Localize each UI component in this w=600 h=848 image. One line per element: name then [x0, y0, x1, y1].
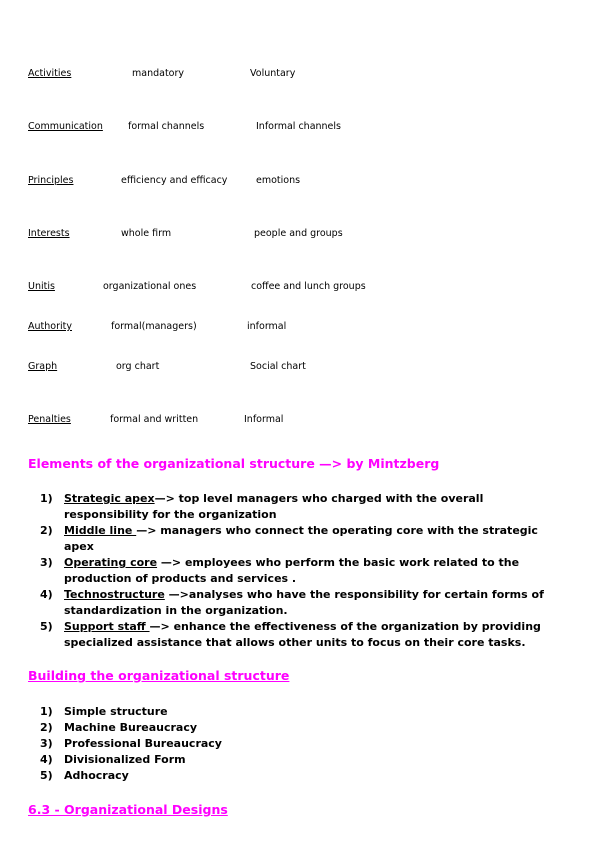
- section-heading: 6.3 - Organizational Designs: [28, 802, 228, 817]
- item-number: 2): [40, 524, 53, 537]
- item-number: 1): [40, 492, 53, 505]
- list-item: [40, 720, 570, 736]
- row-label: Penalties: [28, 414, 71, 425]
- informal-value: Informal channels: [256, 121, 341, 132]
- formal-value: org chart: [116, 361, 160, 372]
- item-text: —> employees who perform the basic work related to the production of products and services .: [64, 556, 520, 585]
- item-text: Professional Bureaucracy: [64, 737, 222, 750]
- informal-value: emotions: [256, 175, 301, 186]
- formal-value: whole firm: [121, 228, 172, 239]
- row-label: Graph: [28, 361, 58, 372]
- informal-value: people and groups: [254, 228, 343, 239]
- list-item: [40, 752, 570, 768]
- row-label: Interests: [28, 228, 70, 239]
- list-item: [40, 523, 570, 555]
- building-list: [40, 704, 570, 784]
- item-number: 3): [40, 556, 53, 569]
- item-text: —> top level managers who charged with the overall responsibility for the organization: [64, 492, 484, 521]
- formal-value: formal channels: [128, 121, 205, 132]
- formal-value: mandatory: [132, 68, 185, 79]
- item-term: Middle line: [64, 524, 137, 537]
- item-text: Machine Bureaucracy: [64, 721, 198, 734]
- item-text: —> managers who connect the operating core with the strategic apex: [64, 524, 538, 553]
- list-item: [40, 768, 570, 784]
- item-text: Divisionalized Form: [64, 753, 186, 766]
- row-label: Communication: [28, 121, 103, 132]
- row-label: Activities: [28, 68, 72, 79]
- item-term: Technostructure: [64, 588, 165, 601]
- item-number: 2): [40, 721, 53, 734]
- item-text: —>analyses who have the responsibility for certain forms of standardization in the organization.: [64, 588, 544, 617]
- item-number: 4): [40, 753, 53, 766]
- row-label: Unitis: [28, 281, 55, 292]
- row-label: Principles: [28, 175, 74, 186]
- informal-value: Voluntary: [250, 68, 296, 79]
- item-number: 3): [40, 737, 53, 750]
- formal-value: formal(managers): [111, 321, 197, 332]
- item-number: 1): [40, 705, 53, 718]
- informal-value: Informal: [244, 414, 284, 425]
- item-term: Operating core: [64, 556, 158, 569]
- formal-value: formal and written: [110, 414, 199, 425]
- list-item: [40, 736, 570, 752]
- item-number: 4): [40, 588, 53, 601]
- informal-value: informal: [247, 321, 287, 332]
- item-text: —> enhance the effectiveness of the organization by providing specialized assistance that allows other units to focus on their core tasks.: [64, 620, 541, 649]
- list-item: [40, 619, 570, 651]
- list-item: [40, 491, 570, 523]
- informal-value: coffee and lunch groups: [251, 281, 366, 292]
- item-number: 5): [40, 620, 53, 633]
- formal-value: efficiency and efficacy: [121, 175, 228, 186]
- row-label: Authority: [28, 321, 72, 332]
- mintzberg-list: [40, 491, 570, 651]
- item-term: Support staff: [64, 620, 150, 633]
- mintzberg-heading: Elements of the organizational structure —> by Mintzberg: [28, 456, 440, 471]
- formal-value: organizational ones: [103, 281, 197, 292]
- list-item: [40, 587, 570, 619]
- list-item: [40, 555, 570, 587]
- item-text: Simple structure: [64, 705, 168, 718]
- item-term: Strategic apex: [64, 492, 155, 505]
- informal-value: Social chart: [250, 361, 306, 372]
- item-number: 5): [40, 769, 53, 782]
- list-item: [40, 704, 570, 720]
- building-heading: Building the organizational structure: [28, 668, 290, 683]
- item-text: Adhocracy: [64, 769, 129, 782]
